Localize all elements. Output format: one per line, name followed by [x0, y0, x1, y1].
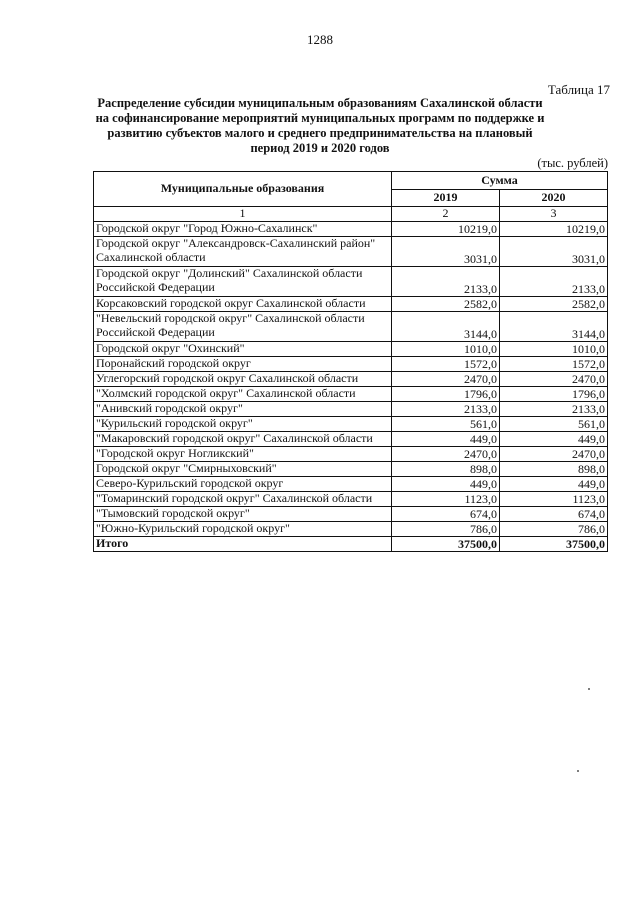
amount-2020: 561,0: [500, 417, 608, 432]
amount-2019: 449,0: [392, 432, 500, 447]
municipality-name: Северо-Курильский городской округ: [94, 477, 392, 492]
municipality-name: Углегорский городской округ Сахалинской области: [94, 372, 392, 387]
amount-2019: 449,0: [392, 477, 500, 492]
amount-2019: 1572,0: [392, 357, 500, 372]
table-body: [94, 222, 608, 537]
column-number-1: 1: [94, 207, 392, 222]
table-row: [94, 462, 608, 477]
amount-2020: 3144,0: [500, 312, 608, 342]
units-label: (тыс. рублей): [537, 156, 608, 170]
municipality-name: "Макаровский городской округ" Сахалинской области: [94, 432, 392, 447]
municipality-name: "Томаринский городской округ" Сахалинской области: [94, 492, 392, 507]
municipality-name: "Южно-Курильский городской округ": [94, 522, 392, 537]
table-row: [94, 267, 608, 297]
table-row: [94, 477, 608, 492]
table-row: [94, 432, 608, 447]
table-row: [94, 507, 608, 522]
amount-2019: 786,0: [392, 522, 500, 537]
amount-2020: 2133,0: [500, 402, 608, 417]
table-row: [94, 357, 608, 372]
amount-2020: 449,0: [500, 477, 608, 492]
header-year-2019: 2019: [392, 190, 500, 207]
column-number-3: 3: [500, 207, 608, 222]
table-row: [94, 417, 608, 432]
table-row: [94, 342, 608, 357]
table-row: [94, 447, 608, 462]
amount-2019: 3144,0: [392, 312, 500, 342]
amount-2019: 2582,0: [392, 297, 500, 312]
municipality-name: Поронайский городской округ: [94, 357, 392, 372]
total-2020: 37500,0: [500, 537, 608, 552]
table-row: [94, 372, 608, 387]
municipality-name: "Невельский городской округ" Сахалинской области Российской Федерации: [94, 312, 392, 342]
amount-2019: 3031,0: [392, 237, 500, 267]
amount-2019: 1796,0: [392, 387, 500, 402]
total-row: [94, 537, 608, 552]
amount-2019: 2133,0: [392, 267, 500, 297]
header-municipalities: Муниципальные образования: [94, 172, 392, 207]
municipality-name: Корсаковский городской округ Сахалинской области: [94, 297, 392, 312]
amount-2020: 898,0: [500, 462, 608, 477]
subsidy-table: [93, 171, 608, 552]
header-year-2020: 2020: [500, 190, 608, 207]
amount-2020: 2133,0: [500, 267, 608, 297]
municipality-name: "Тымовский городской округ": [94, 507, 392, 522]
municipality-name: "Холмский городской округ" Сахалинской области: [94, 387, 392, 402]
table-row: [94, 492, 608, 507]
scan-speck: [588, 688, 590, 690]
table-row: [94, 222, 608, 237]
total-2019: 37500,0: [392, 537, 500, 552]
amount-2020: 1010,0: [500, 342, 608, 357]
amount-2019: 674,0: [392, 507, 500, 522]
municipality-name: Городской округ "Охинский": [94, 342, 392, 357]
amount-2020: 10219,0: [500, 222, 608, 237]
amount-2020: 449,0: [500, 432, 608, 447]
amount-2019: 2470,0: [392, 372, 500, 387]
municipality-name: Городской округ "Смирныховский": [94, 462, 392, 477]
municipality-name: Городской округ "Долинский" Сахалинской области Российской Федерации: [94, 267, 392, 297]
amount-2019: 2470,0: [392, 447, 500, 462]
amount-2020: 1572,0: [500, 357, 608, 372]
table-row: [94, 387, 608, 402]
page-number: 1288: [307, 32, 333, 47]
amount-2019: 1010,0: [392, 342, 500, 357]
table-row: [94, 297, 608, 312]
amount-2020: 786,0: [500, 522, 608, 537]
amount-2019: 1123,0: [392, 492, 500, 507]
municipality-name: Городской округ "Город Южно-Сахалинск": [94, 222, 392, 237]
amount-2019: 898,0: [392, 462, 500, 477]
amount-2019: 2133,0: [392, 402, 500, 417]
amount-2020: 674,0: [500, 507, 608, 522]
amount-2020: 2470,0: [500, 372, 608, 387]
scan-speck: [577, 770, 579, 772]
table-row: [94, 402, 608, 417]
amount-2019: 561,0: [392, 417, 500, 432]
amount-2020: 2582,0: [500, 297, 608, 312]
municipality-name: "Курильский городской округ": [94, 417, 392, 432]
total-label: Итого: [94, 537, 392, 552]
amount-2020: 1796,0: [500, 387, 608, 402]
amount-2020: 1123,0: [500, 492, 608, 507]
amount-2020: 3031,0: [500, 237, 608, 267]
amount-2019: 10219,0: [392, 222, 500, 237]
municipality-name: "Анивский городской округ": [94, 402, 392, 417]
municipality-name: Городской округ "Александровск-Сахалинский район" Сахалинской области: [94, 237, 392, 267]
amount-2020: 2470,0: [500, 447, 608, 462]
header-sum: Сумма: [392, 172, 608, 190]
table-label: Таблица 17: [547, 82, 610, 97]
table-row: [94, 312, 608, 342]
table-row: [94, 522, 608, 537]
municipality-name: "Городской округ Ногликский": [94, 447, 392, 462]
document-title: Распределение субсидии муниципальным образованиям Сахалинской области на софинансирование мероприятий муниципальных программ по поддержке и развитию субъектов малого и среднего предпринимательства на плановый период 2019 и 2020 годов: [95, 96, 545, 155]
column-number-2: 2: [392, 207, 500, 222]
table-row: [94, 237, 608, 267]
